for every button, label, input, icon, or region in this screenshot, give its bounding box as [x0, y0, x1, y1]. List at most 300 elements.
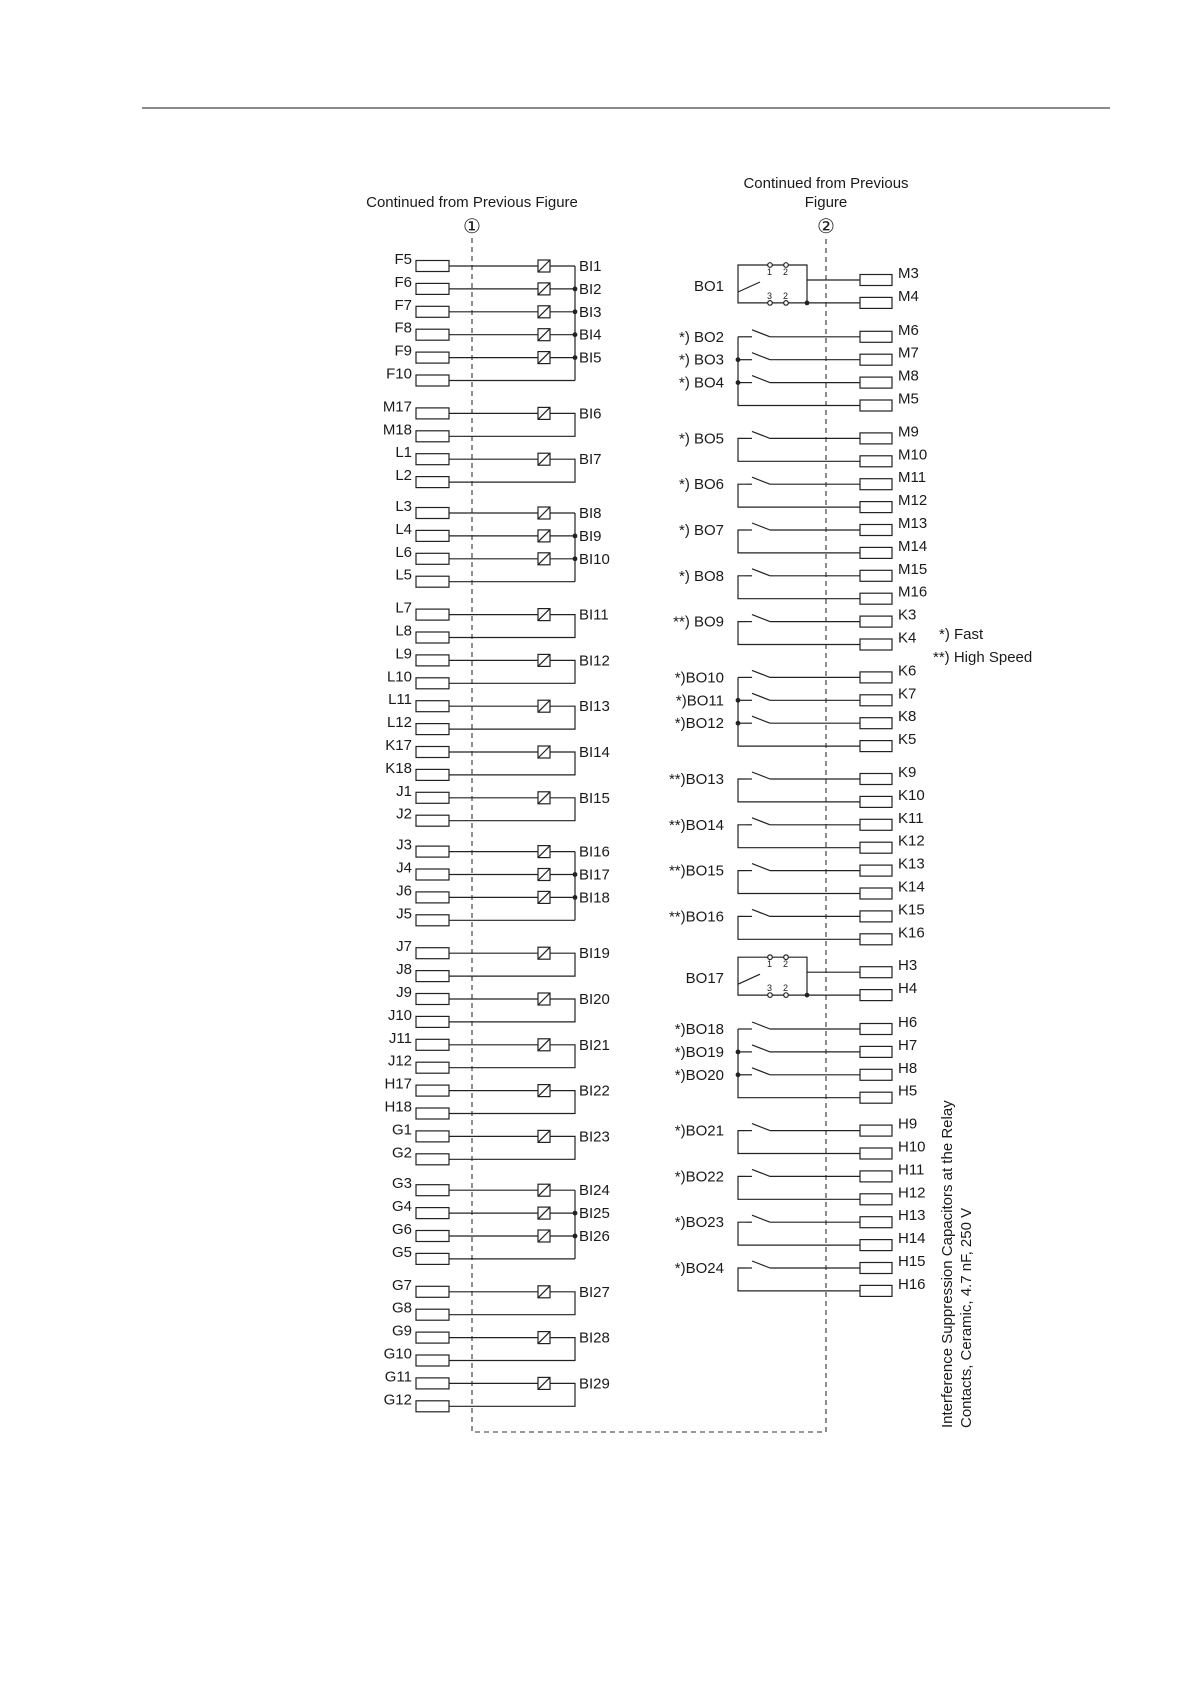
- contact-blade-bo8: [752, 569, 770, 576]
- terminal-label-g6: G6: [391, 1221, 412, 1238]
- output-label-bo2: *) BO2: [678, 328, 724, 346]
- terminal-m6: [860, 331, 892, 342]
- terminal-g7: [416, 1286, 449, 1297]
- terminal-label-k13: K13: [898, 855, 925, 873]
- terminal-label-g4: G4: [391, 1198, 412, 1216]
- junction-dot: [736, 698, 741, 703]
- terminal-h12: [860, 1194, 892, 1205]
- terminal-g4: [416, 1208, 449, 1219]
- terminal-j2: [416, 815, 449, 826]
- output-bo5: [679, 423, 927, 466]
- terminal-label-j3: J3: [396, 836, 412, 854]
- input-bi15: [396, 783, 610, 826]
- output-bo9: [673, 607, 916, 650]
- return-wire-bo23: [738, 1222, 860, 1245]
- output-label-bo22: *)BO22: [674, 1168, 724, 1186]
- input-bi20: [388, 984, 610, 1027]
- input-label-bi14: BI14: [579, 744, 610, 761]
- terminal-k8: [860, 718, 892, 729]
- terminal-k4: [860, 639, 892, 650]
- output-label-bo17: BO17: [685, 970, 724, 988]
- terminal-h18: [416, 1108, 449, 1119]
- terminal-j7: [416, 948, 449, 959]
- return-wire-bi14: [449, 752, 575, 775]
- output-bo21: [675, 1116, 926, 1159]
- terminal-h11: [860, 1171, 892, 1182]
- terminal-k10: [860, 796, 892, 807]
- junction-dot: [573, 895, 578, 900]
- terminal-k7: [860, 695, 892, 706]
- input-label-bi19: BI19: [579, 945, 610, 963]
- contact-blade-bo11: [752, 693, 770, 700]
- terminal-h6: [860, 1024, 892, 1035]
- terminal-label-g10: G10: [383, 1345, 412, 1363]
- housing-boundary: [472, 238, 826, 1432]
- input-label-bi27: BI27: [579, 1283, 610, 1301]
- terminal-label-f6: F6: [394, 273, 412, 291]
- terminal-l2: [416, 477, 449, 488]
- terminal-label-h17: H17: [384, 1075, 412, 1093]
- contact-blade-bo23: [752, 1215, 770, 1222]
- terminal-k18: [416, 769, 449, 780]
- junction-dot: [736, 721, 741, 726]
- terminal-g6: [416, 1231, 449, 1242]
- terminal-label-j6: J6: [396, 882, 412, 900]
- terminal-label-h9: H9: [898, 1115, 918, 1133]
- output-label-bo14: **)BO14: [668, 816, 724, 834]
- terminal-label-g7: G7: [391, 1276, 412, 1294]
- input-bi19: [396, 938, 610, 981]
- terminal-h15: [860, 1263, 892, 1274]
- terminal-label-f9: F9: [394, 342, 412, 360]
- terminal-h8: [860, 1069, 892, 1080]
- terminal-label-h8: H8: [898, 1059, 918, 1077]
- contact-blade-bo4: [752, 376, 770, 383]
- terminal-g12: [416, 1401, 449, 1412]
- terminal-j9: [416, 994, 449, 1005]
- output-group-h5: [675, 1014, 917, 1103]
- terminal-k16: [860, 934, 892, 945]
- terminal-label-h18: H18: [384, 1098, 412, 1116]
- output-label-bo16: **)BO16: [668, 908, 724, 926]
- return-wire-bi28: [449, 1338, 575, 1361]
- terminal-f5: [416, 261, 449, 272]
- output-group-m5: [679, 322, 919, 411]
- input-label-bi12: BI12: [579, 652, 610, 670]
- output-label-bo24: *)BO24: [674, 1260, 724, 1277]
- return-wire-bi19: [449, 953, 575, 976]
- terminal-h17: [416, 1085, 449, 1096]
- input-label-bi3: BI3: [579, 303, 602, 321]
- contact-blade-bo13: [752, 772, 770, 779]
- junction-dot: [736, 1072, 741, 1077]
- terminal-label-j12: J12: [387, 1052, 412, 1070]
- input-label-bi22: BI22: [579, 1082, 610, 1100]
- input-label-bi29: BI29: [579, 1375, 610, 1393]
- terminal-h9: [860, 1125, 892, 1136]
- output-label-bo7: *) BO7: [678, 522, 724, 539]
- binary-inputs: [383, 251, 610, 1412]
- input-label-bi26: BI26: [579, 1228, 610, 1245]
- terminal-g8: [416, 1309, 449, 1320]
- terminal-k3: [860, 616, 892, 627]
- terminal-label-j5: J5: [396, 905, 412, 923]
- terminal-m14: [860, 547, 892, 558]
- contact-blade-bo19: [752, 1045, 770, 1052]
- terminal-label-k18: K18: [385, 759, 412, 777]
- terminal-label-g9: G9: [391, 1322, 412, 1340]
- terminal-label-m14: M14: [898, 537, 928, 555]
- terminal-label-m5: M5: [898, 390, 919, 408]
- terminal-label-m3: M3: [898, 265, 919, 282]
- return-wire-bi7: [449, 459, 575, 482]
- terminal-f9: [416, 352, 449, 363]
- input-bi28: [384, 1323, 610, 1366]
- terminal-label-m18: M18: [382, 421, 412, 439]
- terminal-label-l12: L12: [386, 714, 412, 732]
- terminal-label-l5: L5: [395, 566, 412, 584]
- terminal-label-k6: K6: [898, 662, 917, 680]
- input-bi11: [395, 600, 608, 643]
- contact-blade-bo22: [752, 1169, 770, 1176]
- contact-blade-bo20: [752, 1068, 770, 1075]
- terminal-label-j11: J11: [388, 1029, 412, 1047]
- input-label-bi1: BI1: [579, 258, 602, 275]
- return-wire-bo5: [738, 438, 860, 461]
- contact-blade-bo15: [752, 864, 770, 871]
- terminal-label-j8: J8: [396, 961, 412, 979]
- output-bo16: [669, 901, 925, 944]
- input-bi27: [392, 1277, 610, 1320]
- return-wire-bo22: [738, 1176, 860, 1199]
- contact-blade-bo7: [752, 523, 770, 530]
- input-bi29: [384, 1368, 610, 1411]
- terminal-label-k11: K11: [898, 809, 924, 827]
- contact-blade-bo6: [752, 477, 770, 484]
- terminal-l1: [416, 454, 449, 465]
- terminal-label-l8: L8: [395, 622, 412, 640]
- input-bi6: [383, 398, 602, 441]
- terminal-k17: [416, 747, 449, 758]
- output-bo22: [675, 1161, 926, 1204]
- terminal-m13: [860, 525, 892, 536]
- no-path-bo1: [738, 299, 860, 303]
- no-path-bo17: [738, 991, 860, 995]
- terminal-label-j10: J10: [387, 1006, 412, 1024]
- return-wire-bi12: [449, 660, 575, 683]
- output-bo23: [675, 1207, 926, 1250]
- terminal-label-j2: J2: [396, 805, 412, 823]
- terminal-h13: [860, 1217, 892, 1228]
- output-label-bo4: *) BO4: [678, 374, 724, 392]
- terminal-k5: [860, 741, 892, 752]
- terminal-label-k7: K7: [898, 685, 917, 703]
- output-label-bo20: *)BO20: [674, 1066, 724, 1084]
- right-section-title-line2: Figure: [804, 194, 848, 211]
- contact-blade-bo5: [752, 431, 770, 438]
- terminal-label-m10: M10: [898, 446, 928, 464]
- output-bo7: [679, 515, 927, 558]
- terminal-m4: [860, 297, 892, 308]
- input-bi13: [387, 691, 610, 734]
- terminal-label-l6: L6: [395, 543, 412, 561]
- contact-num: 3: [767, 290, 773, 301]
- output-label-bo19: *)BO19: [674, 1043, 724, 1061]
- terminal-j10: [416, 1016, 449, 1027]
- left-section-title: Continued from Previous Figure: [366, 194, 578, 211]
- contact-point: [784, 993, 789, 998]
- contact-blade-bo21: [752, 1124, 770, 1131]
- contact-blade-bo2: [752, 330, 770, 337]
- output-label-bo23: *)BO23: [674, 1214, 724, 1232]
- return-wire-bi23: [449, 1136, 575, 1159]
- return-wire-bi20: [449, 999, 575, 1022]
- contact-num: 3: [767, 983, 773, 994]
- input-label-bi25: BI25: [579, 1205, 610, 1223]
- contact-point: [784, 301, 789, 306]
- terminal-label-g11: G11: [384, 1368, 412, 1386]
- input-label-bi11: BI11: [579, 606, 609, 624]
- output-bo24: [675, 1253, 926, 1296]
- terminal-l8: [416, 632, 449, 643]
- input-bi12: [387, 645, 610, 688]
- input-label-bi17: BI17: [579, 866, 610, 884]
- nc-path-bo1: [738, 265, 860, 284]
- output-label-bo12: *)BO12: [674, 715, 724, 733]
- terminal-label-k12: K12: [898, 832, 925, 850]
- terminal-label-g2: G2: [391, 1144, 412, 1162]
- output-label-bo9: **) BO9: [673, 613, 724, 631]
- terminal-label-l7: L7: [395, 599, 412, 617]
- terminal-label-h16: H16: [898, 1275, 926, 1293]
- terminal-l11: [416, 701, 449, 712]
- terminal-g2: [416, 1154, 449, 1165]
- terminal-label-f7: F7: [394, 296, 412, 314]
- nc-path-bo17: [738, 957, 860, 976]
- contact-num: 2: [783, 959, 789, 970]
- input-label-bi16: BI16: [579, 843, 610, 861]
- legend-fast: *) Fast: [939, 626, 984, 643]
- capacitor-note: [939, 1100, 975, 1428]
- terminal-label-l3: L3: [395, 498, 412, 515]
- terminal-label-j4: J4: [396, 859, 412, 877]
- terminal-label-k14: K14: [898, 878, 925, 896]
- terminal-l6: [416, 553, 449, 564]
- junction-dot: [573, 872, 578, 877]
- output-bo15: [669, 856, 925, 899]
- terminal-label-l9: L9: [395, 645, 412, 663]
- housing-dashed-line: [472, 238, 826, 1432]
- terminal-m5: [860, 400, 892, 411]
- right-section-title-line1: Continued from Previous: [743, 175, 909, 192]
- input-bi7: [395, 444, 601, 487]
- output-label-bo1: BO1: [693, 278, 724, 295]
- terminal-label-m7: M7: [898, 344, 919, 362]
- return-wire-bo15: [738, 871, 860, 894]
- terminal-label-j7: J7: [396, 938, 412, 956]
- return-wire-bo7: [738, 530, 860, 553]
- terminal-label-h5: H5: [898, 1082, 918, 1100]
- terminal-label-h15: H15: [898, 1253, 926, 1270]
- terminal-label-g5: G5: [391, 1243, 412, 1261]
- junction-dot: [736, 1050, 741, 1055]
- terminal-g3: [416, 1185, 449, 1196]
- terminal-m7: [860, 354, 892, 365]
- output-bo1: [694, 263, 919, 309]
- contact-num: 1: [767, 267, 773, 277]
- terminal-j8: [416, 971, 449, 982]
- return-wire-bi6: [449, 413, 575, 436]
- input-bi14: [385, 737, 610, 780]
- output-label-bo6: *) BO6: [678, 476, 724, 494]
- terminal-label-h3: H3: [898, 957, 918, 975]
- terminal-j3: [416, 846, 449, 857]
- junction-dot: [573, 355, 578, 360]
- terminal-f10: [416, 375, 449, 386]
- contact-num: 2: [783, 267, 789, 277]
- terminal-m8: [860, 377, 892, 388]
- return-wire-bo13: [738, 779, 860, 802]
- terminal-label-h6: H6: [898, 1014, 918, 1031]
- terminal-h4: [860, 990, 892, 1001]
- terminal-m10: [860, 456, 892, 467]
- contact-blade-bo12: [752, 716, 770, 723]
- input-label-bi6: BI6: [579, 405, 602, 423]
- terminal-label-k4: K4: [898, 629, 917, 647]
- terminal-k11: [860, 819, 892, 830]
- input-group-f10: [386, 251, 601, 386]
- terminal-label-g8: G8: [391, 1299, 412, 1317]
- input-label-bi2: BI2: [579, 280, 602, 298]
- junction-dot: [736, 357, 741, 362]
- terminal-label-f5: F5: [394, 251, 412, 268]
- return-wire-bo21: [738, 1131, 860, 1154]
- terminal-m15: [860, 570, 892, 581]
- blade-bo1: [738, 282, 760, 292]
- terminal-label-m6: M6: [898, 321, 919, 339]
- terminal-label-k9: K9: [898, 764, 917, 781]
- terminal-label-h13: H13: [898, 1207, 926, 1225]
- terminal-f6: [416, 283, 449, 294]
- junction-dot: [736, 380, 741, 385]
- terminal-label-k17: K17: [385, 737, 412, 754]
- return-wire-bi13: [449, 706, 575, 729]
- capacitor-note-line2: Contacts, Ceramic, 4.7 nF, 250 V: [958, 1207, 975, 1428]
- input-label-bi18: BI18: [579, 889, 610, 907]
- terminal-g1: [416, 1131, 449, 1142]
- terminal-h3: [860, 967, 892, 978]
- contact-blade-bo16: [752, 909, 770, 916]
- contact-blade-bo18: [752, 1022, 770, 1029]
- terminal-l5: [416, 576, 449, 587]
- continuation-marker-2: ②: [817, 216, 835, 238]
- contact-blade-bo9: [752, 615, 770, 622]
- contact-num: 1: [767, 959, 773, 970]
- return-wire-bo9: [738, 622, 860, 645]
- terminal-label-m16: M16: [898, 583, 928, 601]
- output-label-bo18: *)BO18: [674, 1021, 724, 1038]
- input-label-bi21: BI21: [579, 1036, 610, 1054]
- terminal-label-m8: M8: [898, 367, 919, 385]
- terminal-j4: [416, 869, 449, 880]
- terminal-h7: [860, 1046, 892, 1057]
- input-label-bi28: BI28: [579, 1329, 610, 1347]
- input-label-bi15: BI15: [579, 789, 610, 807]
- terminal-label-k5: K5: [898, 731, 917, 749]
- terminal-g11: [416, 1378, 449, 1389]
- return-wire-bi15: [449, 798, 575, 821]
- terminal-l10: [416, 678, 449, 689]
- binary-outputs: [669, 263, 927, 1297]
- terminal-label-l4: L4: [395, 520, 412, 538]
- terminal-label-k8: K8: [898, 708, 917, 726]
- junction-dot: [573, 1234, 578, 1239]
- terminal-m17: [416, 408, 449, 419]
- return-wire-bi27: [449, 1292, 575, 1315]
- return-wire-bo16: [738, 916, 860, 939]
- output-label-bo3: *) BO3: [678, 351, 724, 369]
- return-wire-bo6: [738, 484, 860, 507]
- terminal-m18: [416, 431, 449, 442]
- blade-bo17: [738, 974, 760, 984]
- terminal-label-l10: L10: [386, 668, 412, 686]
- terminal-label-m13: M13: [898, 515, 928, 532]
- output-bo14: [669, 810, 925, 853]
- junction-dot: [573, 287, 578, 292]
- terminal-label-l2: L2: [395, 467, 412, 485]
- output-label-bo8: *) BO8: [678, 567, 724, 585]
- input-label-bi23: BI23: [579, 1128, 610, 1146]
- contact-point: [768, 993, 773, 998]
- terminal-j1: [416, 792, 449, 803]
- output-bo13: [669, 764, 925, 807]
- terminal-label-h12: H12: [898, 1184, 926, 1202]
- terminal-j5: [416, 915, 449, 926]
- continuation-marker-1: ①: [463, 216, 481, 238]
- output-group-k5: [675, 662, 917, 751]
- junction-dot: [573, 534, 578, 539]
- input-bi22: [384, 1076, 609, 1119]
- terminal-m16: [860, 593, 892, 604]
- terminal-k14: [860, 888, 892, 899]
- terminal-l4: [416, 530, 449, 541]
- common-bus-m5: [738, 337, 860, 406]
- input-label-bi13: BI13: [579, 698, 610, 716]
- terminal-m3: [860, 275, 892, 286]
- terminal-label-j1: J1: [396, 782, 412, 800]
- input-label-bi9: BI9: [579, 527, 602, 545]
- terminal-h5: [860, 1092, 892, 1103]
- return-wire-bo8: [738, 576, 860, 599]
- terminal-m9: [860, 433, 892, 444]
- terminal-label-m4: M4: [898, 287, 919, 305]
- input-label-bi24: BI24: [579, 1182, 610, 1200]
- terminal-label-k3: K3: [898, 606, 917, 624]
- output-bo6: [679, 469, 927, 512]
- terminal-label-j9: J9: [396, 984, 412, 1001]
- contact-blade-bo3: [752, 353, 770, 360]
- terminal-label-k16: K16: [898, 924, 925, 942]
- terminal-m12: [860, 502, 892, 513]
- terminal-h16: [860, 1285, 892, 1296]
- terminal-h14: [860, 1240, 892, 1251]
- input-label-bi5: BI5: [579, 349, 602, 367]
- terminal-label-m11: M11: [898, 469, 927, 487]
- terminal-j12: [416, 1062, 449, 1073]
- output-label-bo21: *)BO21: [674, 1122, 724, 1140]
- terminal-k6: [860, 672, 892, 683]
- terminal-label-m15: M15: [898, 560, 928, 578]
